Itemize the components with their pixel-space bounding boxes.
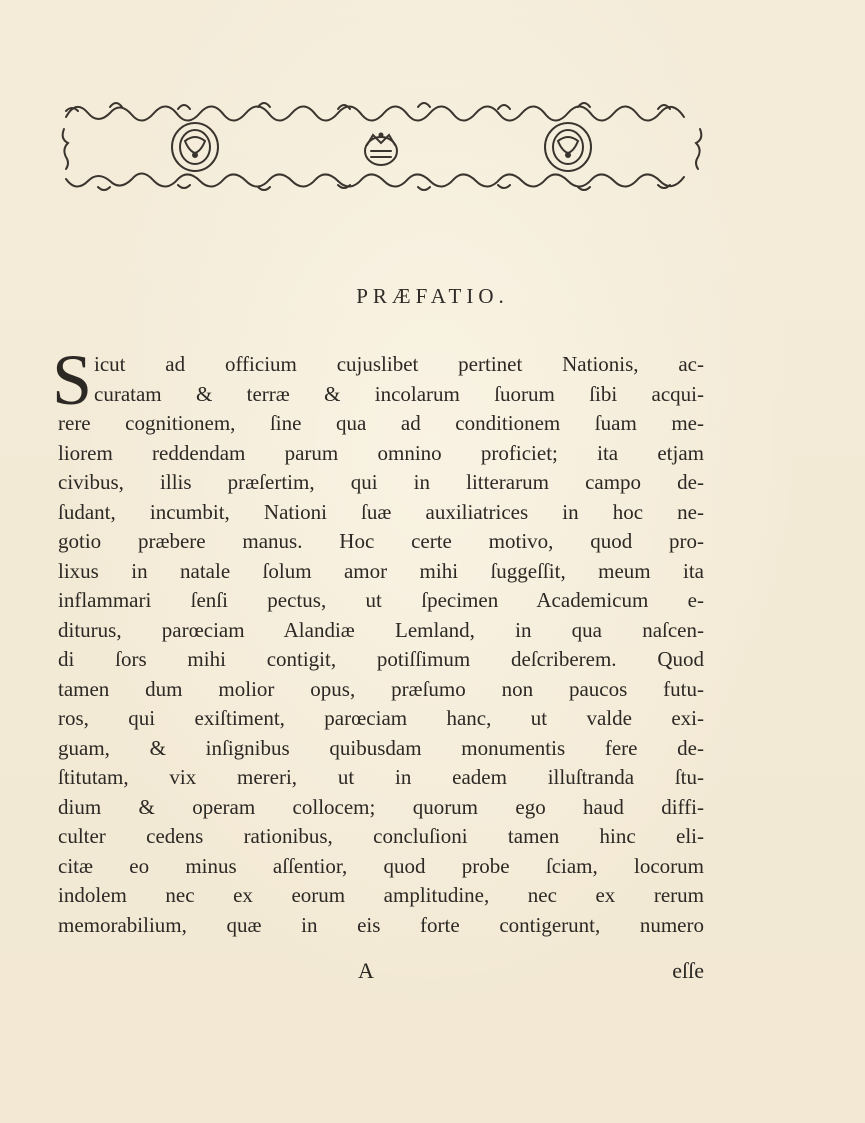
text-line: di ſors mihi contigit, potiſſimum deſcriberem. Quod	[58, 647, 704, 671]
page-title: PRÆFATIO.	[356, 284, 509, 308]
ornamental-header-band	[58, 95, 706, 195]
drop-cap: S	[52, 340, 93, 420]
text-line: liorem reddendam parum omnino proficiet; ita etjam	[58, 440, 704, 465]
text-line: culter cedens rationibus, concluſioni tamen hinc eli-	[58, 824, 704, 848]
text-line: icut ad officium cujuslibet pertinet Nationis, ac-	[94, 352, 704, 376]
text-line: civibus, illis præſertim, qui in litterarum campo de-	[58, 470, 704, 494]
text-line: inflammari ſenſi pectus, ut ſpecimen Academicum e-	[58, 588, 704, 612]
preface-body	[58, 350, 704, 940]
text-line: ros, qui exiſtiment, parœciam hanc, ut valde exi-	[58, 706, 704, 730]
text-line: tamen dum molior opus, præſumo non paucos futu-	[58, 676, 704, 701]
catchword: eſſe	[672, 958, 704, 983]
text-line: lixus in natale ſolum amor mihi ſuggeſſit, meum ita	[58, 558, 704, 583]
text-line: diturus, parœciam Alandiæ Lemland, in qua naſcen-	[58, 617, 704, 642]
text-line: rere cognitionem, ſine qua ad conditionem ſuam me-	[58, 411, 704, 435]
text-line: indolem nec ex eorum amplitudine, nec ex rerum	[58, 883, 704, 907]
text-line: guam, & inſignibus quibusdam monumentis fere de-	[58, 735, 704, 760]
text-line: curatam & terræ & incolarum ſuorum ſibi acqui-	[94, 381, 704, 406]
text-line: ſudant, incumbit, Nationi ſuæ auxiliatrices in hoc ne-	[58, 499, 704, 524]
text-line: ſtitutam, vix mereri, ut in eadem illuſtranda ſtu-	[58, 765, 704, 789]
text-line: memorabilium, quæ in eis forte contigerunt, numero	[58, 912, 704, 937]
signature-mark: A	[358, 958, 374, 983]
text-line: citæ eo minus aſſentior, quod probe ſciam, locorum	[58, 853, 704, 878]
text-line: gotio præbere manus. Hoc certe motivo, quod pro-	[58, 529, 704, 553]
text-line: dium & operam collocem; quorum ego haud diffi-	[58, 794, 704, 819]
page-footer	[58, 958, 704, 988]
